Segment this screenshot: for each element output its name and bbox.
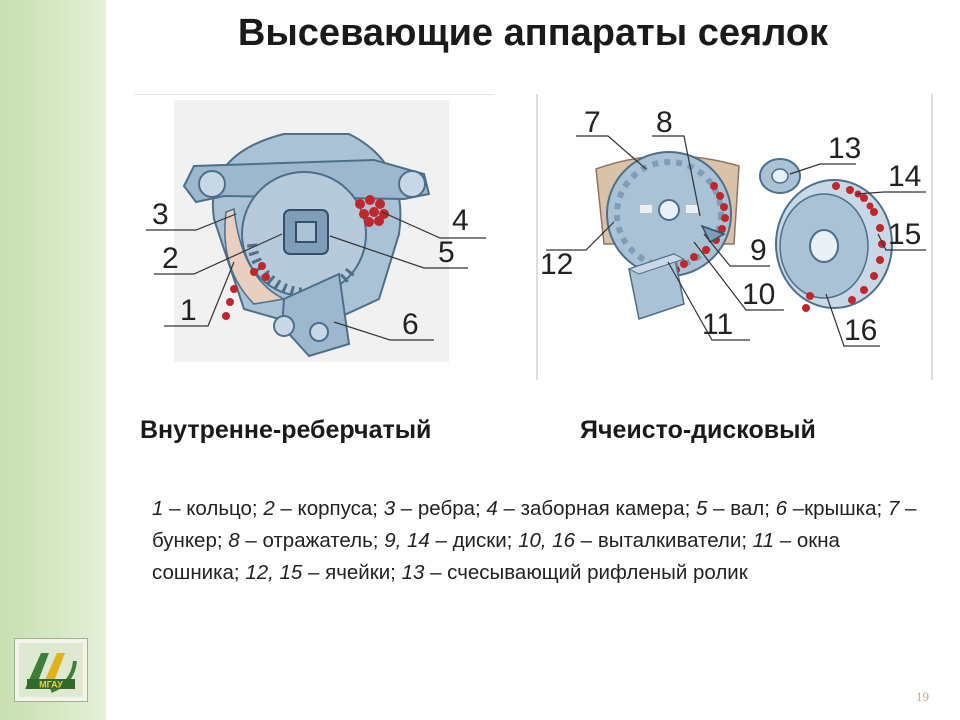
callout-4: 4 [452,204,469,237]
callout-5: 5 [438,236,455,269]
legend-sep: – [497,497,521,520]
callout-3: 3 [152,198,169,231]
logo [14,638,88,702]
legend-sep: – [302,561,326,584]
legend-num: 7 [887,497,900,520]
legend-desc: счесывающий рифленый ролик [447,561,748,584]
svg-text:МГАУ: МГАУ [39,679,63,690]
diagram-internal-ribbed [134,94,494,384]
legend-num: 6 [775,497,788,520]
callout-1: 1 [180,294,197,327]
legend-num: 12, 15 [245,561,303,584]
caption-cellular-disc: Ячеисто-дисковый [580,416,816,444]
legend-desc: заборная камера; [520,497,696,520]
legend-desc: кольцо; [186,497,264,520]
legend-sep: – [274,497,298,520]
caption-internal-ribbed: Внутренне-реберчатый [140,416,432,444]
callout-11: 11 [702,308,734,341]
legend-desc: диски; [452,529,519,552]
legend-sep: – [239,529,263,552]
legend-num: 1 [152,497,164,520]
legend-sep: – [575,529,598,552]
slide-title: Высевающие аппараты сеялок [237,12,829,54]
legend-sep: – [424,561,448,584]
legend-desc: выталкиватели; [597,529,753,552]
legend-desc: ячейки; [325,561,402,584]
legend-sep: – [429,529,453,552]
legend-num: 11 [752,529,775,552]
callout-14: 14 [888,160,922,193]
diagram-cellular-disc [534,94,936,384]
legend-sep: – [163,497,187,520]
legend-num: 2 [263,497,275,520]
legend-num: 4 [486,497,498,520]
legend-desc: окна сошника; [152,529,840,584]
legend-sep: – [395,497,418,520]
legend-text [152,493,927,589]
legend-sep: – [707,497,731,520]
legend-sep: – [774,529,797,552]
callout-9: 9 [750,234,767,267]
callout-10: 10 [742,278,776,311]
callout-13: 13 [828,132,862,165]
legend-num: 10, 16 [518,529,576,552]
legend-desc: ребра; [417,497,487,520]
left-decorative-band [0,0,106,720]
callout-16: 16 [844,314,878,347]
legend-desc: отражатель; [262,529,385,552]
callout-15: 15 [888,218,922,251]
callout-2: 2 [162,242,179,275]
callout-7: 7 [584,106,601,139]
legend-num: 5 [695,497,708,520]
legend-desc: бункер; [152,529,229,552]
legend-sep: – [899,497,917,520]
callout-12: 12 [540,248,574,281]
callout-6: 6 [402,308,419,341]
legend-desc: крышка; [804,497,888,520]
legend-sep: – [787,497,805,520]
legend-desc: вал; [730,497,776,520]
legend-num: 8 [228,529,240,552]
legend-num: 9, 14 [384,529,430,552]
legend-desc: корпуса; [297,497,384,520]
legend-num: 3 [383,497,396,520]
callout-8: 8 [656,106,673,139]
legend-num: 13 [401,561,425,584]
page-number: 19 [916,689,929,704]
